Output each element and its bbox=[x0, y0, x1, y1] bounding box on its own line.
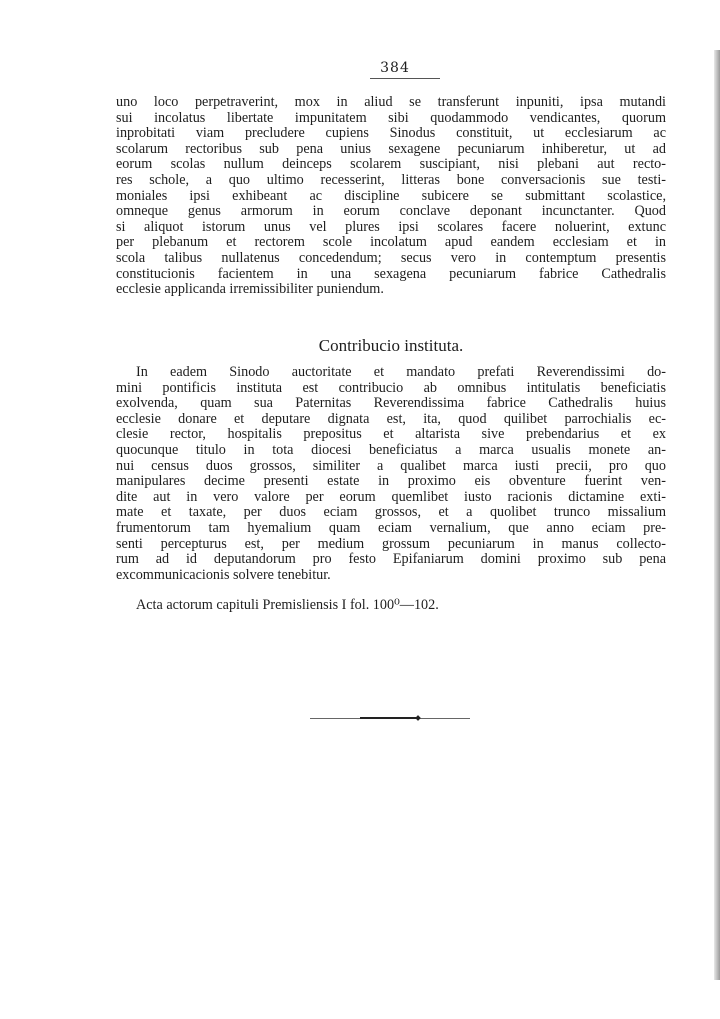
text-line: nui census duos grossos, similiter a qualibet marca iusti precii, pro quo bbox=[116, 457, 666, 474]
text-line: manipulares decime presenti estate in proximo eis obventure fuerint ven- bbox=[116, 473, 666, 490]
text-line: per plebanum et rectorem scole incolatum apud eandem ecclesiam et in bbox=[116, 234, 666, 251]
text-line: ecclesie donare et deputare dignata est, ita, quod quilibet parrochialis ec- bbox=[116, 410, 666, 427]
text-line: excommunicacionis solvere tenebitur. bbox=[116, 566, 331, 583]
text-line: mini pontificis instituta est contribucio ab omnibus intitulatis beneficiatis bbox=[116, 379, 666, 396]
text-line: omneque genus armorum in eorum conclave deponant incunctanter. Quod bbox=[116, 203, 666, 220]
page-edge-shadow bbox=[714, 50, 720, 980]
section-heading: Contribucio instituta. bbox=[318, 336, 464, 355]
text-line: frumentorum tam hyemalium quam eciam vernalium, que anno eciam pre- bbox=[116, 519, 666, 536]
page-number-underline bbox=[370, 78, 440, 79]
text-line: mate et taxate, per duos eciam grossos, et a quolibet trunco missalium bbox=[116, 504, 666, 521]
text-line: constitucionis facientem in una sexagena pecuniarum fabrice Cathedralis bbox=[116, 265, 666, 282]
paragraph-statute-scolares bbox=[116, 95, 666, 298]
text-line: rum ad id deputandorum pro festo Epifaniarum domini proximo sub pena bbox=[116, 551, 666, 568]
ornament-thick-rule bbox=[360, 717, 420, 719]
source-citation: Acta actorum capituli Premisliensis I fol. 100⁰—102. bbox=[136, 597, 439, 613]
text-line: In eadem Sinodo auctoritate et mandato prefati Reverendissimi do- bbox=[136, 364, 666, 380]
text-line: quocunque titulo in tota diocesi beneficiatus a marca usualis monete an- bbox=[116, 441, 666, 458]
text-line: si aliquot istorum unus vel plures ipsi scolares facere noluerint, extunc bbox=[116, 218, 666, 235]
text-line: scola talibus nullatenus concedendum; secus vero in contemptum presentis bbox=[116, 249, 666, 266]
page-number: 384 bbox=[380, 60, 410, 76]
end-ornament-rule bbox=[310, 716, 470, 722]
text-line: dite aut in vero valore per eorum quemlibet iusto racionis dictamine exti- bbox=[116, 488, 666, 505]
text-line: uno loco perpetraverint, mox in aliud se transferunt inpuniti, ipsa mutandi bbox=[116, 94, 666, 110]
text-line: scolarum rectoribus sub pena unius sexagene pecuniarum inhiberetur, ut ad bbox=[116, 140, 666, 157]
paragraph-contribucio bbox=[116, 365, 666, 583]
text-line: ecclesie applicanda irremissibiliter puniendum. bbox=[116, 281, 384, 298]
text-line: inprobitati viam precludere cupiens Sinodus constituit, ut ecclesiarum ac bbox=[116, 125, 666, 142]
text-line: moniales ipsi exhibeant ac discipline subicere se submittant scolastice, bbox=[116, 187, 666, 204]
text-line: exolvenda, quam sua Paternitas Reverendissima fabrice Cathedralis huius bbox=[116, 395, 666, 412]
text-line: clesie rector, hospitalis prepositus et altarista sive prebendarius et ex bbox=[116, 426, 666, 443]
text-line: res schole, a quo ultimo recesserint, litteras bone conversacionis sue testi- bbox=[116, 171, 666, 188]
text-line: sui incolatus libertate impunitatem sibi quodammodo vendicantes, quorum bbox=[116, 109, 666, 126]
text-line: eorum scolas nullum deinceps scolarem suscipiant, nisi plebani aut recto- bbox=[116, 156, 666, 173]
text-line: senti percepturus est, per medium grossum pecuniarum in manus collecto- bbox=[116, 535, 666, 552]
